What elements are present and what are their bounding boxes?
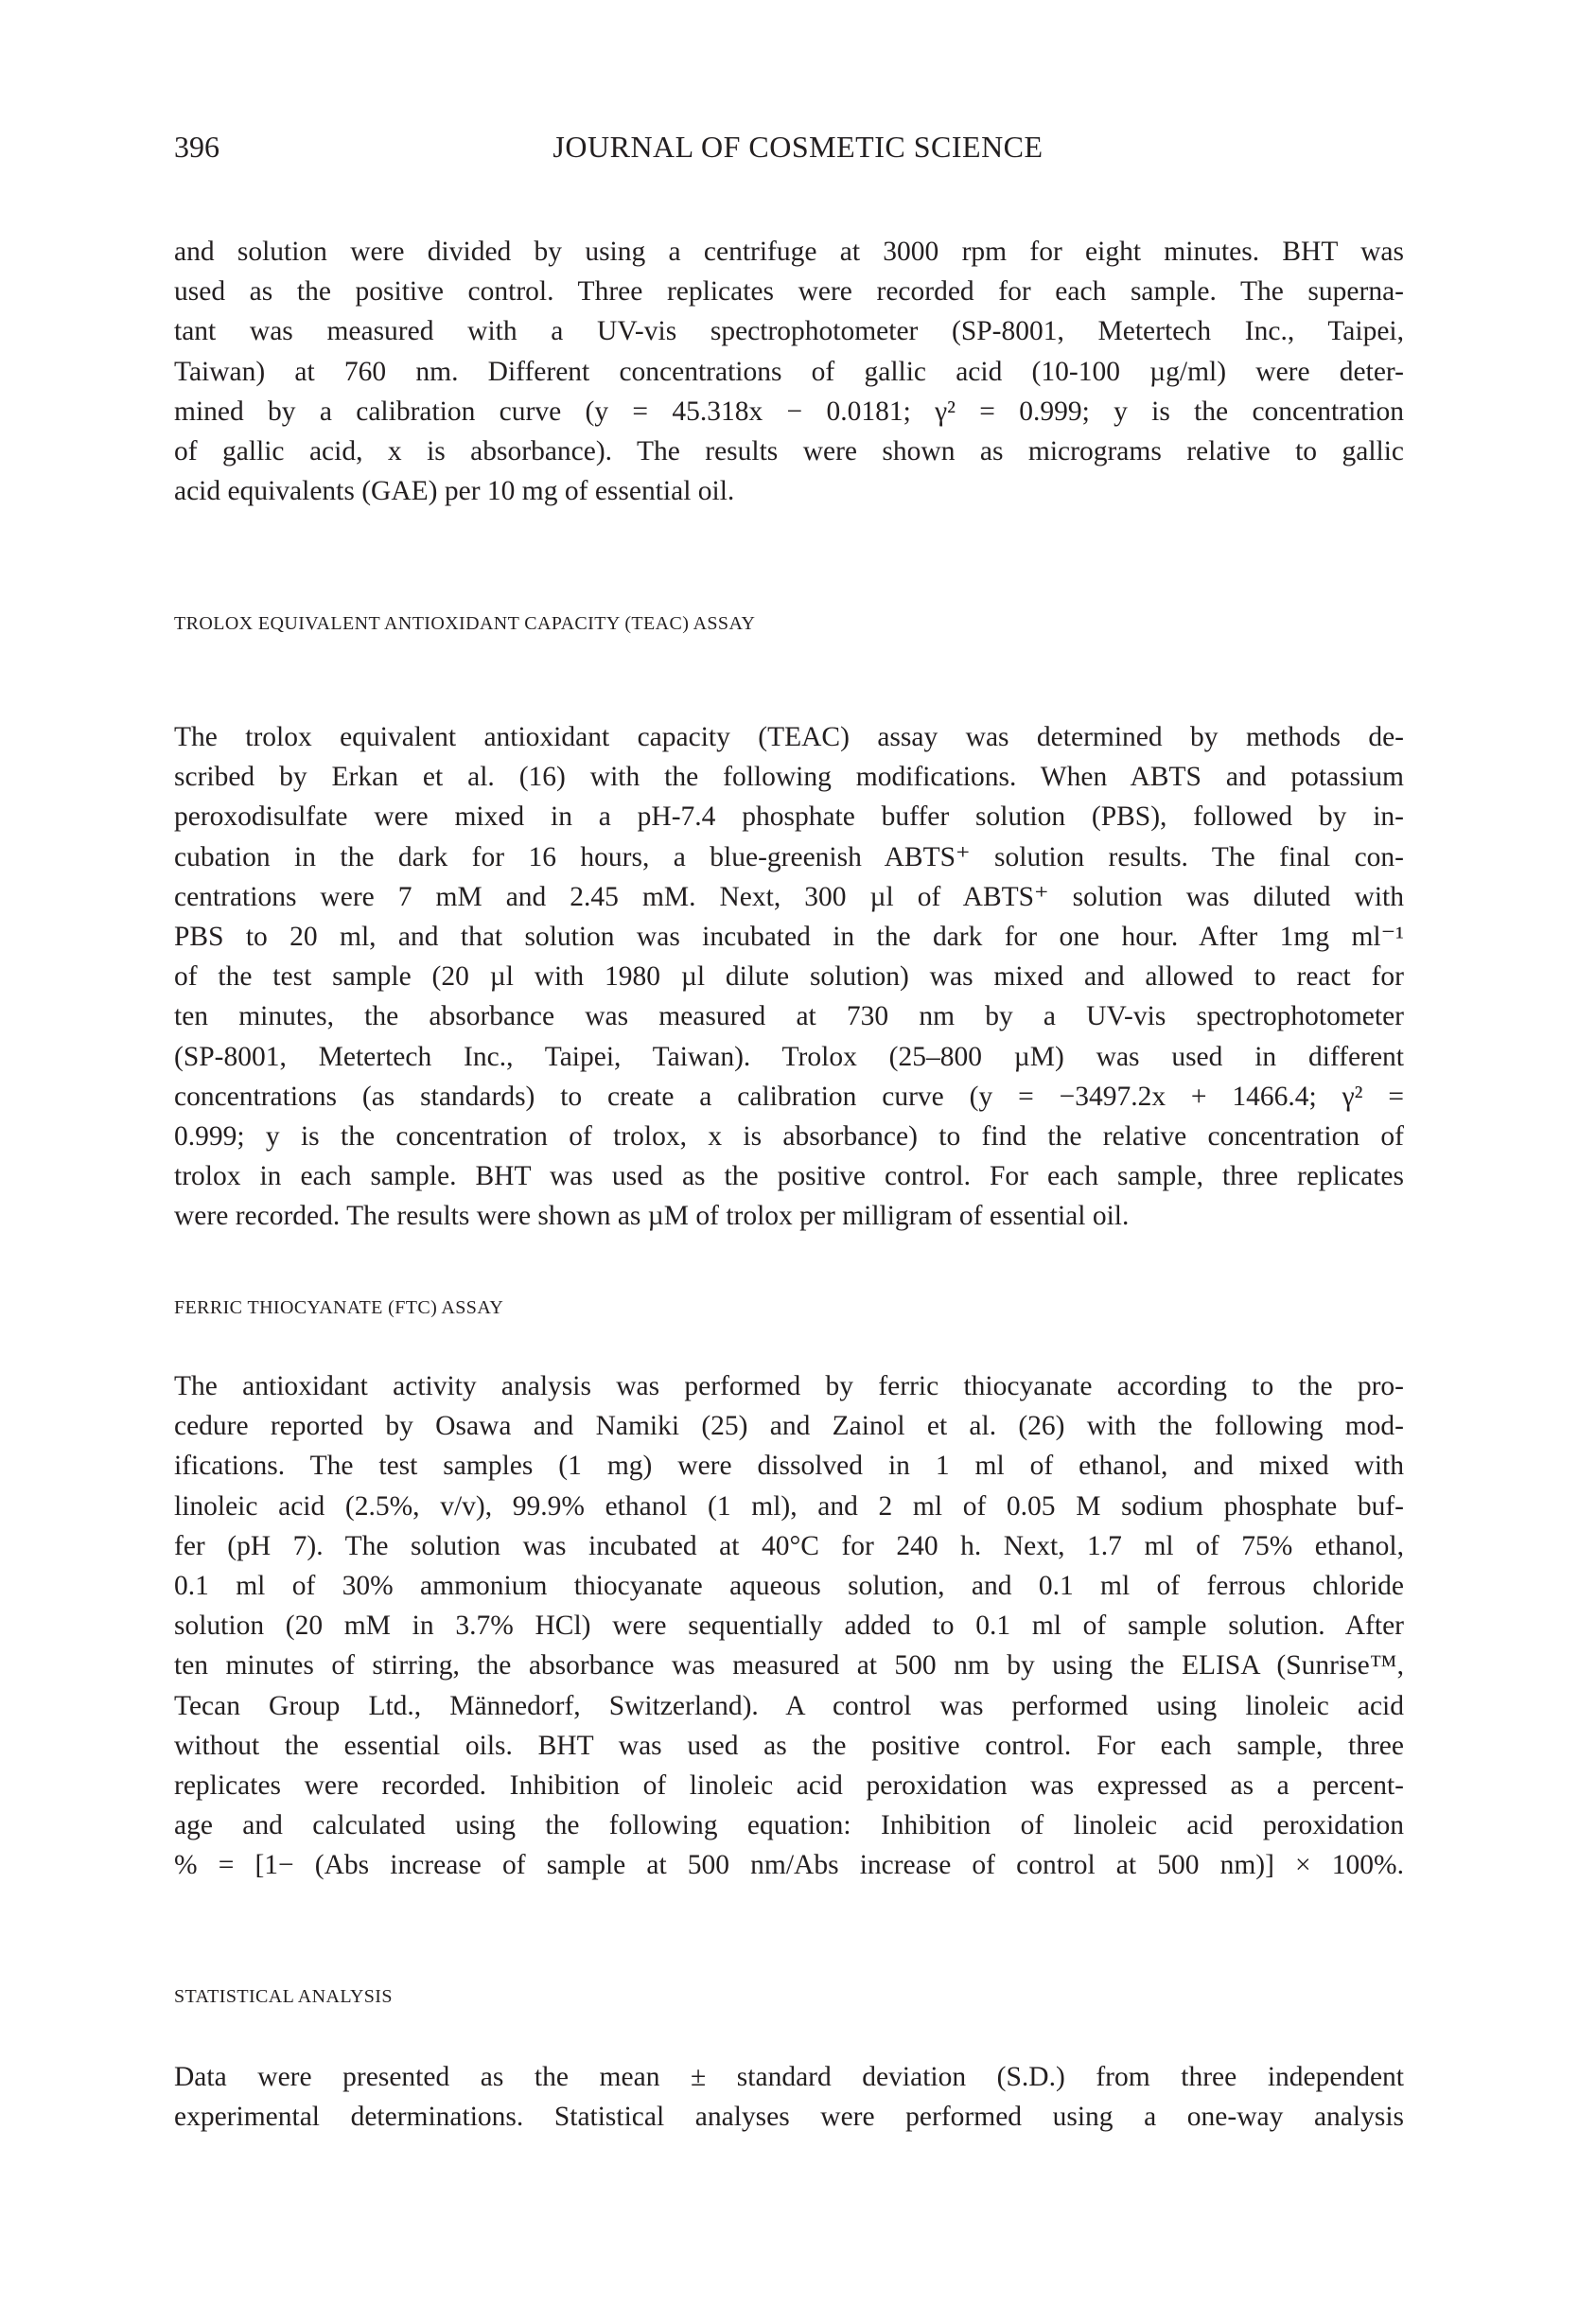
text-line: tant was measured with a UV-vis spectrophotometer (SP-8001, Metertech Inc., Taipei, (174, 316, 1404, 347)
text-line: were recorded. The results were shown as µM of trolox per milligram of essential oil. (174, 1201, 1130, 1232)
text-line: ifications. The test samples (1 mg) were dissolved in 1 ml of ethanol, and mixed with (174, 1451, 1404, 1482)
section-heading-teac: TROLOX EQUIVALENT ANTIOXIDANT CAPACITY (TEAC) ASSAY (174, 613, 756, 634)
text-line: (SP-8001, Metertech Inc., Taipei, Taiwan). Trolox (25–800 µM) was used in different (174, 1041, 1404, 1072)
text-line: ten minutes of stirring, the absorbance was measured at 500 nm by using the ELISA (Sunrise™, (174, 1650, 1404, 1681)
text-line: The trolox equivalent antioxidant capacity (TEAC) assay was determined by methods de- (174, 722, 1404, 752)
text-line: Taiwan) at 760 nm. Different concentrations of gallic acid (10-100 µg/ml) were deter- (174, 356, 1404, 387)
text-line: acid equivalents (GAE) per 10 mg of essential oil. (174, 476, 735, 507)
text-line: mined by a calibration curve (y = 45.318x − 0.0181; γ² = 0.999; y is the concentration (174, 396, 1404, 427)
text-line: age and calculated using the following equation: Inhibition of linoleic acid peroxidation (174, 1810, 1404, 1841)
text-line: replicates were recorded. Inhibition of linoleic acid peroxidation was expressed as a percent- (174, 1769, 1404, 1801)
section-heading-ftc: FERRIC THIOCYANATE (FTC) ASSAY (174, 1297, 504, 1318)
page-number: 396 (174, 130, 219, 164)
text-line: 0.999; y is the concentration of trolox, x is absorbance) to find the relative concentration of (174, 1120, 1404, 1152)
text-line: Tecan Group Ltd., Männedorf, Switzerland). A control was performed using linoleic acid (174, 1690, 1404, 1721)
text-line: experimental determinations. Statistical analyses were performed using a one-way analysis (174, 2102, 1404, 2133)
text-line: 0.1 ml of 30% ammonium thiocyanate aqueous solution, and 0.1 ml of ferrous chloride (174, 1570, 1404, 1601)
text-line: cedure reported by Osawa and Namiki (25) and Zainol et al. (26) with the following mod- (174, 1411, 1404, 1442)
text-line: and solution were divided by using a centrifuge at 3000 rpm for eight minutes. BHT was (174, 237, 1404, 267)
paragraph-statistical (174, 2057, 1404, 2137)
text-line: centrations were 7 mM and 2.45 mM. Next, 300 µl of ABTS⁺ solution was diluted with (174, 881, 1404, 912)
paragraph-teac (174, 717, 1404, 1236)
text-line: The antioxidant activity analysis was performed by ferric thiocyanate according to the pro- (174, 1371, 1404, 1401)
text-line: solution (20 mM in 3.7% HCl) were sequentially added to 0.1 ml of sample solution. After (174, 1611, 1404, 1642)
text-line: used as the positive control. Three replicates were recorded for each sample. The superna- (174, 276, 1404, 308)
text-line: linoleic acid (2.5%, v/v), 99.9% ethanol (1 ml), and 2 ml of 0.05 M sodium phosphate buf- (174, 1490, 1404, 1522)
text-line: without the essential oils. BHT was used as the positive control. For each sample, three (174, 1730, 1404, 1761)
text-line: ten minutes, the absorbance was measured at 730 nm by a UV-vis spectrophotometer (174, 1001, 1404, 1032)
text-line: trolox in each sample. BHT was used as the positive control. For each sample, three replicates (174, 1161, 1404, 1192)
text-line: concentrations (as standards) to create a calibration curve (y = −3497.2x + 1466.4; γ² = (174, 1081, 1404, 1112)
text-line: % = [1− (Abs increase of sample at 500 nm/Abs increase of control at 500 nm)] × 100%. (174, 1850, 1404, 1881)
journal-title: JOURNAL OF COSMETIC SCIENCE (552, 130, 1044, 164)
text-line: of the test sample (20 µl with 1980 µl dilute solution) was mixed and allowed to react for (174, 961, 1404, 993)
paragraph-ftc (174, 1366, 1404, 1885)
text-line: scribed by Erkan et al. (16) with the following modifications. When ABTS and potassium (174, 762, 1404, 793)
text-line: PBS to 20 ml, and that solution was incubated in the dark for one hour. After 1mg ml⁻¹ (174, 921, 1404, 952)
text-line: cubation in the dark for 16 hours, a blue-greenish ABTS⁺ solution results. The final con- (174, 841, 1404, 872)
section-heading-statistical: STATISTICAL ANALYSIS (174, 1986, 393, 2007)
text-line: Data were presented as the mean ± standard deviation (S.D.) from three independent (174, 2062, 1404, 2092)
text-line: peroxodisulfate were mixed in a pH-7.4 phosphate buffer solution (PBS), followed by in- (174, 801, 1404, 833)
text-line: fer (pH 7). The solution was incubated at 40°C for 240 h. Next, 1.7 ml of 75% ethanol, (174, 1530, 1404, 1561)
paragraph-gallic-acid (174, 232, 1404, 511)
text-line: of gallic acid, x is absorbance). The results were shown as micrograms relative to gallic (174, 435, 1404, 466)
